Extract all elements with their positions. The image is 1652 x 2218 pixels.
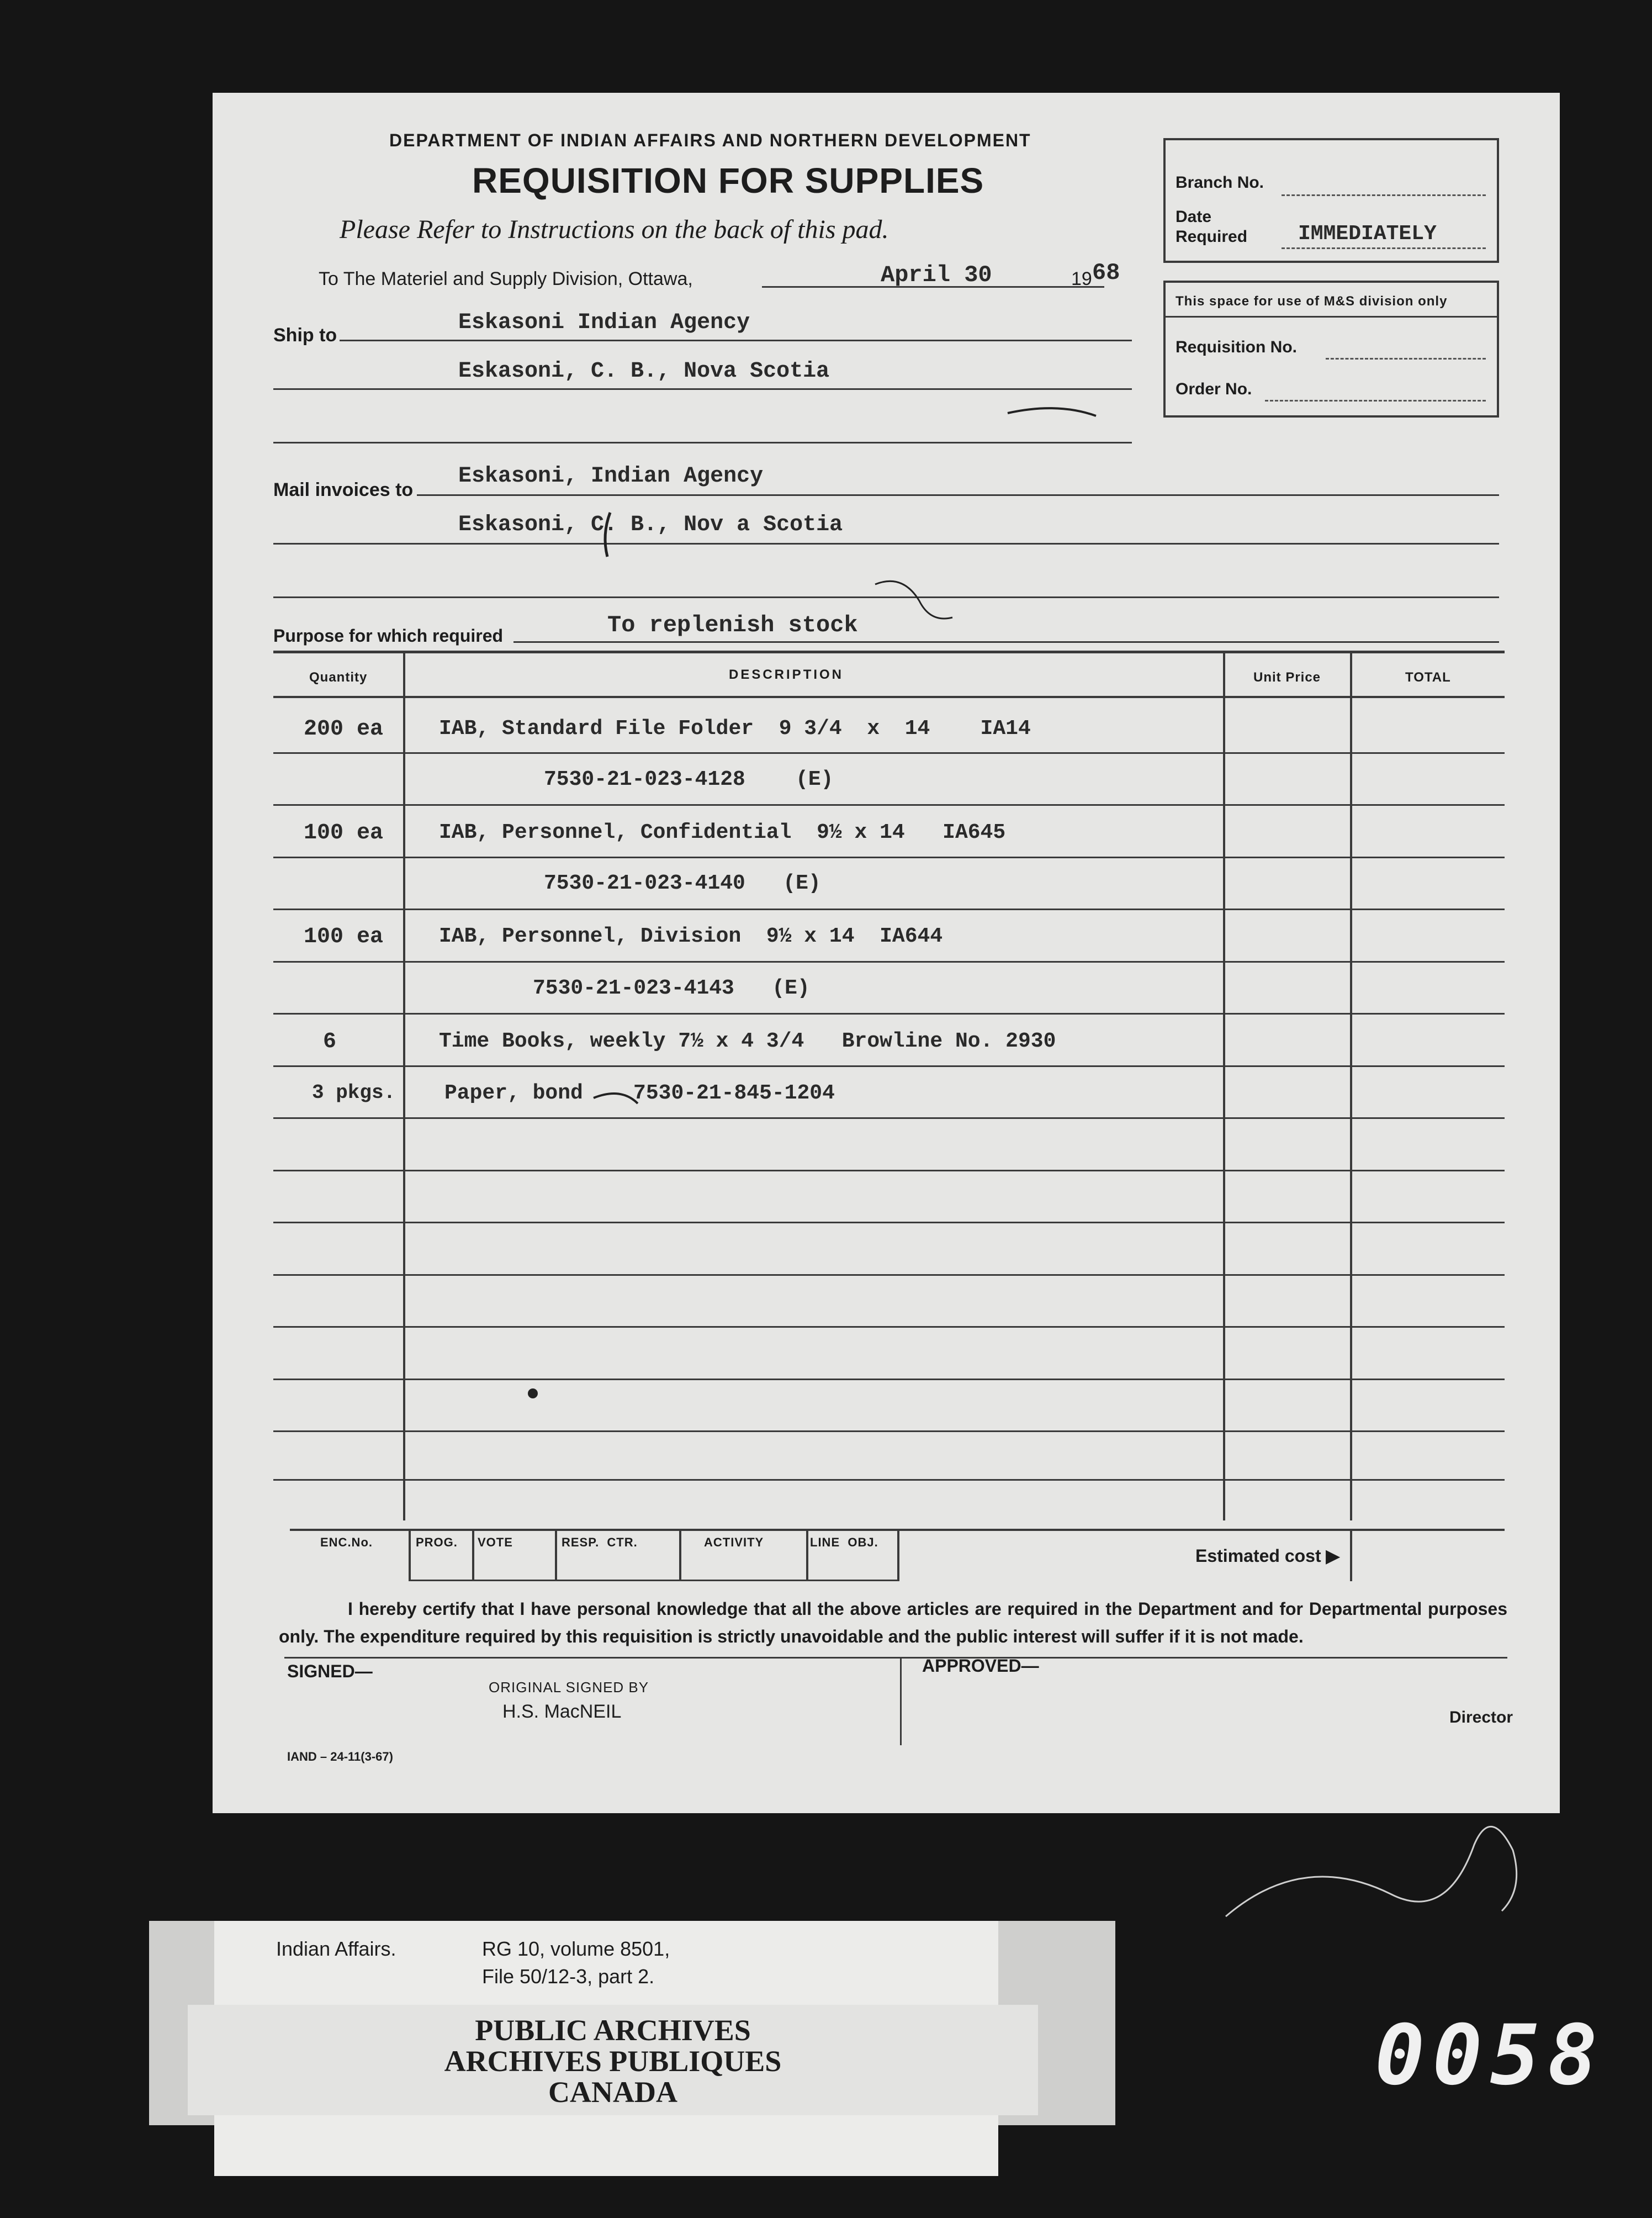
vote-label: VOTE (478, 1535, 513, 1549)
requisition-form (213, 93, 1560, 1813)
item-qty: 3 pkgs. (312, 1081, 396, 1104)
approved-label: APPROVED— (922, 1656, 1039, 1676)
order-no-label: Order No. (1176, 380, 1252, 398)
year-suffix: 68 (1092, 260, 1120, 286)
item-qty: 100 ea (304, 821, 384, 846)
instructions-note: Please Refer to Instructions on the back of this pad. (340, 215, 889, 244)
film-scratch (1215, 1784, 1546, 1950)
mail-invoices-line-1: Eskasoni, Indian Agency (458, 464, 764, 489)
ship-to-line-1: Eskasoni Indian Agency (458, 310, 750, 335)
archive-reference-1: RG 10, volume 8501, (482, 1937, 670, 1960)
form-number: IAND – 24-11(3-67) (287, 1750, 393, 1763)
item-qty: 6 (323, 1029, 337, 1054)
archive-reference-2: File 50/12-3, part 2. (482, 1965, 655, 1988)
requisition-no-label: Requisition No. (1176, 338, 1297, 356)
archive-reference-card (214, 1921, 998, 2006)
item-description: IAB, Standard File Folder 9 3/4 x 14 IA14 (439, 717, 1031, 741)
requisition-date: April 30 (881, 262, 992, 288)
department-heading: DEPARTMENT OF INDIAN AFFAIRS AND NORTHERN DEVELOPMENT (389, 130, 1031, 150)
date-required-value: IMMEDIATELY (1298, 222, 1437, 246)
unit-price-header: Unit Price (1253, 670, 1321, 685)
original-signed-by: ORIGINAL SIGNED BY (489, 1679, 649, 1696)
item-description: Paper, bond 7530-21-845-1204 (444, 1081, 835, 1105)
item-description: 7530-21-023-4143 (E) (533, 976, 810, 1000)
enc-no-label: ENC.No. (320, 1535, 373, 1549)
item-description: 7530-21-023-4140 (E) (544, 872, 821, 895)
to-division-label: To The Materiel and Supply Division, Ottawa, (319, 268, 693, 289)
item-qty: 200 ea (304, 717, 384, 742)
ship-to-label: Ship to (273, 325, 337, 346)
director-label: Director (1449, 1708, 1513, 1726)
archives-country: CANADA (548, 2076, 677, 2109)
frame-number: 0058 (1375, 2008, 1606, 2104)
purpose-value: To replenish stock (607, 612, 858, 638)
prog-label: PROG. (416, 1535, 458, 1549)
certification-statement: I hereby certify that I have personal knowledge that all the above articles are required in the Department and for Departmental purposes only. The expenditure required by this requisition is strictly unavoidable and the public interest will suffer if it is not made. (279, 1599, 1507, 1646)
ms-division-note: This space for use of M&S division only (1176, 294, 1448, 309)
archives-fr: ARCHIVES PUBLIQUES (444, 2045, 782, 2078)
purpose-label: Purpose for which required (273, 626, 504, 646)
archive-stamp-card (188, 2005, 1038, 2115)
quantity-header: Quantity (309, 670, 368, 685)
estimated-cost-label: Estimated cost ▶ (1195, 1546, 1340, 1566)
mail-invoices-label: Mail invoices to (273, 479, 414, 500)
archive-source: Indian Affairs. (276, 1937, 396, 1960)
ship-to-line-2: Eskasoni, C. B., Nova Scotia (458, 359, 830, 384)
form-title: REQUISITION FOR SUPPLIES (472, 161, 984, 200)
date-required-label: Required (1176, 228, 1248, 246)
description-header: DESCRIPTION (729, 667, 844, 682)
archive-stamp (188, 2015, 1038, 2108)
archives-en: PUBLIC ARCHIVES (475, 2014, 751, 2047)
signer-name: H.S. MacNEIL (502, 1701, 622, 1722)
line-obj-label: LINE OBJ. (810, 1535, 878, 1549)
total-header: TOTAL (1405, 670, 1451, 685)
handwritten-marks (213, 93, 1560, 1813)
item-qty: 100 ea (304, 925, 384, 949)
item-description: IAB, Personnel, Division 9½ x 14 IA644 (439, 925, 943, 948)
item-description: Time Books, weekly 7½ x 4 3/4 Browline No. 2930 (439, 1029, 1056, 1053)
item-description: IAB, Personnel, Confidential 9½ x 14 IA645 (439, 821, 1006, 844)
resp-ctr-label: RESP. CTR. (562, 1535, 638, 1549)
archive-card-lower (214, 2115, 998, 2176)
item-description: 7530-21-023-4128 (E) (544, 768, 834, 791)
activity-label: ACTIVITY (704, 1535, 764, 1549)
year-prefix: 19 (1071, 268, 1092, 289)
branch-no-label: Branch No. (1176, 173, 1264, 192)
mail-invoices-line-2: Eskasoni, C. B., Nov a Scotia (458, 513, 843, 537)
date-label: Date (1176, 208, 1212, 226)
signed-label: SIGNED— (287, 1661, 373, 1681)
